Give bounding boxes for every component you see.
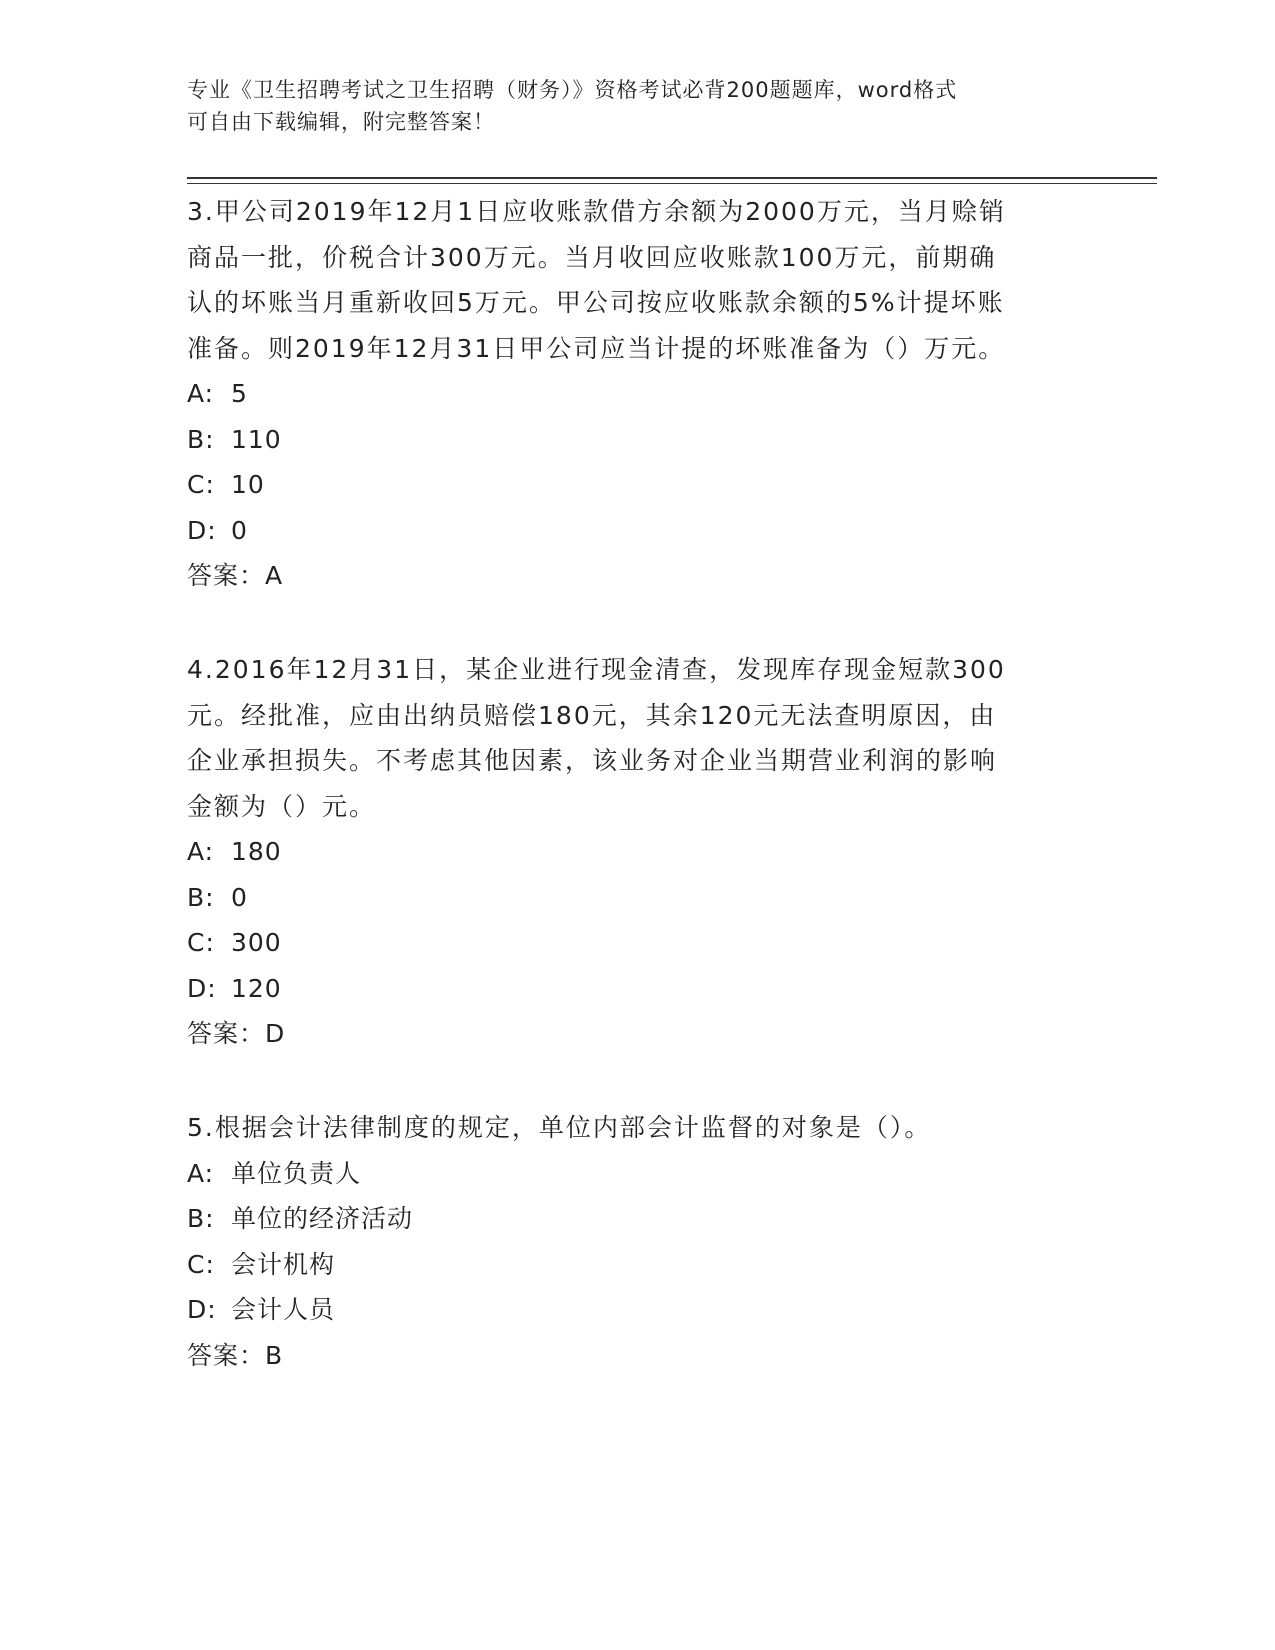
option-b: [187, 417, 1087, 463]
option-c: [187, 1242, 1087, 1288]
question-stem: [187, 189, 1087, 371]
answer-line: 答案：D: [187, 1019, 286, 1048]
option-a: [187, 1151, 1087, 1197]
option-text: 180: [231, 837, 282, 866]
option-a: [187, 829, 1087, 875]
option-text: 0: [231, 882, 248, 912]
option-text: 5: [231, 379, 248, 408]
answer-line: 答案：A: [187, 561, 284, 590]
header-title-line-1: 专业《卫生招聘考试之卫生招聘（财务）》资格考试必背200题题库，word格式: [187, 78, 958, 102]
option-b: [187, 875, 1087, 921]
option-d: [187, 966, 1087, 1012]
option-a: [187, 371, 1087, 417]
option-text: 120: [231, 973, 282, 1003]
question-4: [187, 647, 1087, 1057]
option-text: 单位负责人: [231, 1158, 362, 1188]
header-divider-thick: [187, 177, 1157, 179]
option-c: [187, 920, 1087, 966]
stem-line: 5.根据会计法律制度的规定，单位内部会计监督的对象是（）。: [187, 1113, 932, 1142]
header-divider-thin: [187, 183, 1157, 184]
option-key: B:: [187, 882, 215, 912]
question-stem: [187, 1105, 1087, 1151]
stem-line: 企业承担损失。不考虑其他因素，该业务对企业当期营业利润的影响: [187, 746, 998, 775]
stem-line: 4.2016年12月31日，某企业进行现金清查，发现库存现金短款300: [187, 655, 1006, 684]
option-text: 110: [231, 424, 282, 454]
answer-line: 答案：B: [187, 1340, 284, 1370]
stem-line: 金额为（）元。: [187, 791, 377, 821]
option-key: B:: [187, 424, 215, 454]
option-text: 单位的经济活动: [231, 1204, 414, 1233]
stem-line: 3.甲公司2019年12月1日应收账款借方余额为2000万元，当月赊销: [187, 197, 1006, 226]
option-key: D:: [187, 1295, 217, 1324]
option-key: A:: [187, 1158, 215, 1188]
stem-line: 准备。则2019年12月31日甲公司应当计提的坏账准备为（）万元。: [187, 333, 1006, 363]
option-key: C:: [187, 928, 215, 957]
document-header: [187, 74, 1087, 138]
header-title-line-2: 可自由下载编辑，附完整答案！: [187, 110, 495, 134]
option-c: [187, 462, 1087, 508]
option-key: C:: [187, 1249, 215, 1279]
option-text: 0: [231, 515, 248, 545]
option-text: 会计人员: [231, 1295, 336, 1324]
option-text: 会计机构: [231, 1249, 336, 1279]
option-key: A:: [187, 379, 215, 408]
question-3: [187, 189, 1087, 599]
stem-line: 商品一批，价税合计300万元。当月收回应收账款100万元，前期确: [187, 242, 997, 272]
option-d: [187, 508, 1087, 554]
option-key: B:: [187, 1204, 215, 1233]
option-d: [187, 1287, 1087, 1333]
question-stem: [187, 647, 1087, 829]
option-key: A:: [187, 837, 215, 866]
stem-line: 认的坏账当月重新收回5万元。甲公司按应收账款余额的5%计提坏账: [187, 288, 1005, 317]
option-key: D:: [187, 515, 217, 545]
option-text: 10: [231, 470, 265, 499]
option-key: C:: [187, 470, 215, 499]
option-key: D:: [187, 973, 217, 1003]
stem-line: 元。经批准，应由出纳员赔偿180元，其余120元无法查明原因，由: [187, 700, 997, 730]
option-text: 300: [231, 928, 282, 957]
question-5: [187, 1105, 1087, 1378]
option-b: [187, 1196, 1087, 1242]
